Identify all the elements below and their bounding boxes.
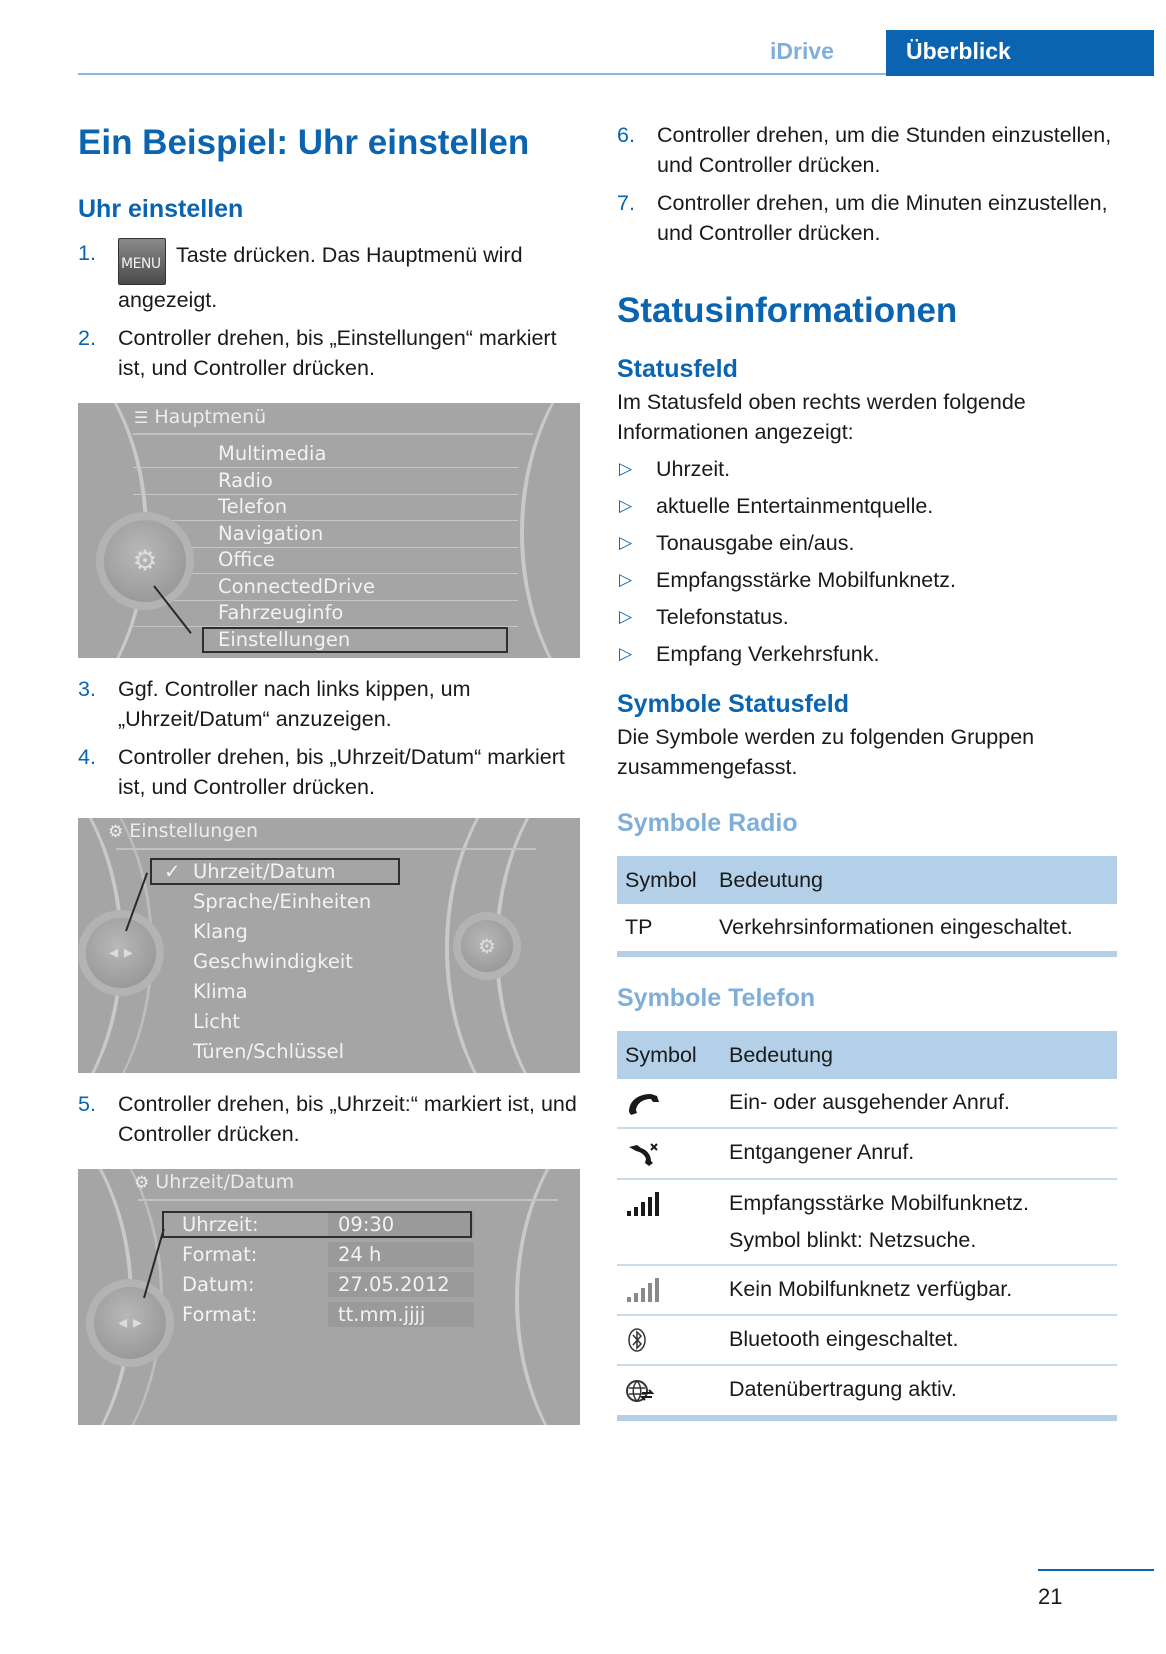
row-divider	[133, 547, 518, 548]
heading-symbole-telefon: Symbole Telefon	[617, 984, 816, 1012]
screen-title	[134, 406, 266, 428]
screen-arc	[515, 1169, 580, 1425]
radio-symbol-table	[617, 856, 1117, 957]
gear-icon: ⚙	[108, 822, 124, 842]
menu-item: Navigation	[218, 521, 324, 545]
meaning-cell: Ein- oder ausgehender Anruf.	[721, 1079, 1117, 1128]
field-label: Uhrzeit:	[182, 1213, 259, 1236]
step-text: Taste drücken. Das Hauptmenü wird angezeigt.	[118, 243, 523, 312]
step-number: 2.	[78, 326, 96, 350]
missed-call-icon	[625, 1139, 665, 1169]
menu-list-icon: ☰	[134, 408, 149, 427]
steps-list-b	[78, 674, 580, 802]
table-row	[617, 1179, 1117, 1265]
settings-gear-icon: ⚙	[134, 1173, 150, 1193]
table-header-row	[617, 1031, 1117, 1079]
list-item-text: Empfang Verkehrsfunk.	[656, 642, 880, 666]
meaning-note: Symbol blinkt: Netzsuche.	[729, 1227, 977, 1252]
meaning-cell: Kein Mobilfunknetz verfügbar.	[721, 1265, 1117, 1315]
list-item-text: Tonausgabe ein/aus.	[656, 531, 855, 555]
checkmark-icon: ✓	[164, 860, 181, 883]
step-number: 7.	[617, 191, 635, 215]
header-chapter-tab: Überblick	[886, 30, 1154, 76]
section-title-status: Statusinformationen	[617, 291, 958, 330]
menu-key-icon: MENU	[118, 238, 166, 285]
screen-title-text: Hauptmenü	[154, 406, 267, 428]
bullet-triangle-icon: ▷	[619, 459, 633, 478]
meaning-cell: Datenübertragung aktiv.	[721, 1365, 1117, 1417]
symbole-intro: Die Symbole werden zu folgenden Gruppen zusammengefasst.	[617, 725, 1035, 779]
step-text: Controller drehen, bis „Einstellungen“ markiert ist, und Controller drücken.	[118, 326, 557, 380]
symbol-cell: TP	[617, 904, 711, 954]
step-number: 4.	[78, 745, 96, 769]
list-item-text: aktuelle Entertainmentquelle.	[656, 494, 934, 518]
phone-call-icon	[625, 1088, 665, 1118]
menu-item: Klang	[193, 920, 248, 943]
step-7	[617, 188, 1117, 248]
table-row	[617, 1315, 1117, 1365]
steps-list-c	[78, 1089, 580, 1149]
bullet-triangle-icon: ▷	[619, 496, 633, 515]
signal-strength-icon	[625, 1189, 665, 1219]
page-number: 21	[1038, 1584, 1063, 1609]
meaning-text: Empfangsstärke Mobilfunknetz.	[729, 1190, 1029, 1215]
step-text: Ggf. Controller nach links kippen, um „Uhrzeit/Datum“ anzuzeigen.	[118, 677, 471, 731]
menu-item: Geschwindigkeit	[193, 950, 353, 973]
menu-item: Sprache/Einheiten	[193, 890, 372, 913]
table-row	[617, 1265, 1117, 1315]
table-row	[617, 904, 1117, 954]
controller-knob	[94, 1287, 166, 1359]
menu-item: Licht	[193, 1010, 241, 1033]
row-divider	[133, 494, 518, 495]
gear-icon: ⚙	[132, 544, 158, 577]
field-value: 09:30	[328, 1212, 474, 1237]
step-3	[78, 674, 580, 734]
screen-arc	[520, 403, 580, 658]
column-header-symbol: Symbol	[617, 856, 711, 904]
heading-symbole-radio: Symbole Radio	[617, 809, 798, 837]
field-label: Datum:	[182, 1273, 255, 1296]
steps-list-a	[78, 238, 580, 383]
heading-symbole-statusfeld: Symbole Statusfeld	[617, 690, 849, 718]
meaning-cell	[721, 1179, 1117, 1265]
symbol-cell	[617, 1079, 721, 1128]
statusfeld-list	[617, 454, 1117, 669]
symbol-cell	[617, 1265, 721, 1315]
screen-title	[134, 1171, 294, 1193]
list-item	[617, 454, 1117, 484]
column-header-symbol: Symbol	[617, 1031, 721, 1079]
side-knob	[461, 920, 513, 972]
left-column	[78, 120, 580, 1425]
table-row	[617, 1079, 1117, 1128]
step-number: 3.	[78, 677, 96, 701]
screen-title-text: Uhrzeit/Datum	[155, 1171, 295, 1193]
step-number: 5.	[78, 1092, 96, 1116]
symbol-cell	[617, 1179, 721, 1265]
data-transfer-icon	[625, 1376, 665, 1406]
field-value: 24 h	[328, 1242, 474, 1267]
list-item	[617, 565, 1117, 595]
meaning-cell: Bluetooth eingeschaltet.	[721, 1315, 1117, 1365]
symbol-cell	[617, 1315, 721, 1365]
heading-statusfeld: Statusfeld	[617, 355, 738, 383]
menu-item: Klima	[193, 980, 248, 1003]
menu-item: Einstellungen	[218, 627, 351, 651]
bullet-triangle-icon: ▷	[619, 570, 633, 589]
column-header-meaning: Bedeutung	[711, 856, 1117, 904]
step-number: 1.	[78, 241, 96, 265]
step-number: 6.	[617, 123, 635, 147]
section-heading-uhr: Uhr einstellen	[78, 195, 244, 223]
menu-item: Fahrzeuginfo	[218, 601, 344, 624]
bullet-triangle-icon: ▷	[619, 644, 633, 663]
column-header-meaning: Bedeutung	[721, 1031, 1117, 1079]
bluetooth-icon	[625, 1325, 665, 1355]
steps-list-d	[617, 120, 1117, 248]
tilt-arrows-icon: ◂ ▸	[118, 1312, 142, 1333]
menu-item: ConnectedDrive	[218, 574, 375, 598]
screen-title	[108, 820, 258, 842]
list-item-text: Telefonstatus.	[656, 605, 789, 629]
title-divider	[138, 1199, 558, 1201]
step-5	[78, 1089, 580, 1149]
statusfeld-intro: Im Statusfeld oben rechts werden folgende Informationen angezeigt:	[617, 390, 1026, 444]
row-divider	[133, 520, 518, 521]
table-row	[617, 1365, 1117, 1417]
step-text: Controller drehen, bis „Uhrzeit:“ markiert ist, und Controller drücken.	[118, 1092, 577, 1146]
field-label: Format:	[182, 1243, 258, 1266]
meaning-cell: Verkehrsinformationen eingeschaltet.	[711, 904, 1117, 954]
tilt-arrows-icon: ◂ ▸	[109, 942, 133, 963]
footer-rule	[1038, 1569, 1154, 1571]
bullet-triangle-icon: ▷	[619, 607, 633, 626]
row-divider	[133, 467, 518, 468]
controller-knob	[104, 520, 186, 602]
list-item	[617, 639, 1117, 669]
menu-item: Uhrzeit/Datum	[193, 860, 336, 883]
step-6	[617, 120, 1117, 180]
header-rule	[78, 73, 886, 75]
settings-icon: ⚙	[478, 934, 496, 958]
table-row	[617, 1128, 1117, 1178]
list-item-text: Empfangsstärke Mobilfunknetz.	[656, 568, 956, 592]
screenshot-hauptmenue	[78, 403, 580, 658]
step-text: Controller drehen, um die Stunden einzustellen, und Controller drücken.	[657, 123, 1112, 177]
telefon-symbol-table	[617, 1031, 1117, 1421]
screenshot-uhrzeit-datum	[78, 1169, 580, 1425]
step-2	[78, 323, 580, 383]
list-item	[617, 491, 1117, 521]
meaning-cell: Entgangener Anruf.	[721, 1128, 1117, 1178]
controller-knob	[86, 918, 156, 988]
title-divider	[133, 433, 533, 435]
right-column	[617, 120, 1117, 1421]
title-divider	[116, 848, 536, 850]
menu-item: Telefon	[218, 495, 288, 518]
menu-item: Radio	[218, 468, 273, 492]
no-signal-icon	[625, 1275, 665, 1305]
symbol-cell	[617, 1365, 721, 1417]
step-4	[78, 742, 580, 802]
step-text: Controller drehen, bis „Uhrzeit/Datum“ markiert ist, und Controller drücken.	[118, 745, 565, 799]
field-label: Format:	[182, 1303, 258, 1326]
selection-frame	[150, 858, 400, 885]
screen-title-text: Einstellungen	[129, 820, 259, 842]
menu-item: Türen/Schlüssel	[193, 1040, 345, 1063]
page-title: Ein Beispiel: Uhr einstellen	[78, 123, 530, 162]
list-item-text: Uhrzeit.	[656, 457, 731, 481]
menu-item: Multimedia	[218, 442, 327, 465]
table-header-row	[617, 856, 1117, 904]
field-value: 27.05.2012	[328, 1272, 474, 1297]
selection-frame	[202, 627, 508, 653]
bullet-triangle-icon: ▷	[619, 533, 633, 552]
screenshot-einstellungen	[78, 818, 580, 1073]
field-value: tt.mm.jjjj	[328, 1302, 474, 1327]
symbol-cell	[617, 1128, 721, 1178]
step-text: Controller drehen, um die Minuten einzustellen, und Controller drücken.	[657, 191, 1108, 245]
list-item	[617, 528, 1117, 558]
list-item	[617, 602, 1117, 632]
header-section-label: iDrive	[770, 38, 834, 64]
menu-item: Office	[218, 548, 275, 571]
selection-frame	[162, 1211, 472, 1238]
step-1	[78, 238, 580, 315]
